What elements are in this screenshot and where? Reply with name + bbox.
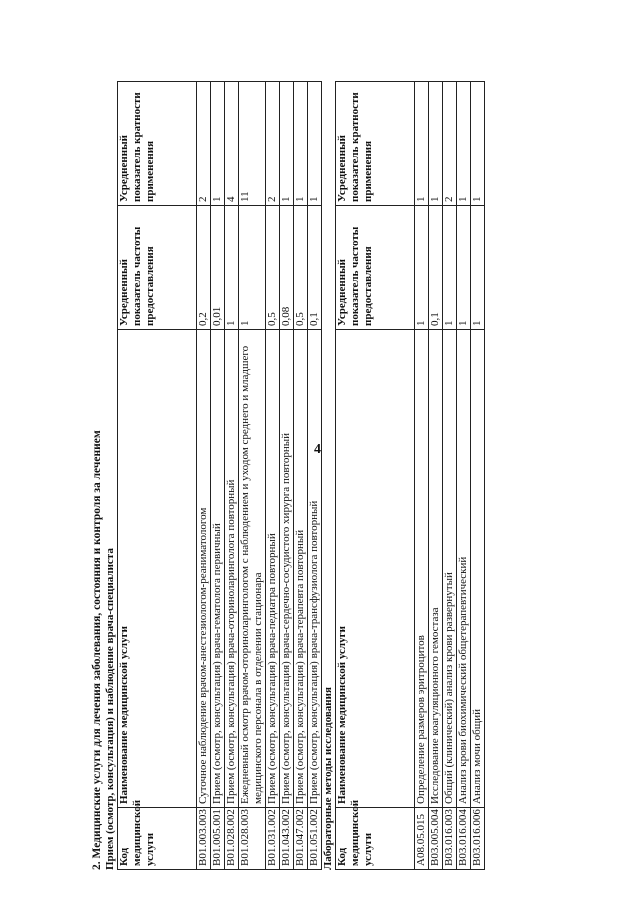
cell-multiplicity: 1: [471, 82, 485, 206]
table-header-row: [118, 82, 197, 870]
cell-name: Анализ мочи общий: [471, 330, 485, 808]
cell-name: Исследование коагуляционного гемостаза: [429, 330, 443, 808]
cell-name: Общий (клинический) анализ крови развернутый: [443, 330, 457, 808]
cell-code: B01.047.002: [294, 808, 308, 870]
cell-code: B01.043.002: [280, 808, 294, 870]
cell-code: A08.05.015: [415, 808, 429, 870]
cell-multiplicity: 1: [211, 82, 225, 206]
cell-name: Прием (осмотр, консультация) врача-гематолога первичный: [211, 330, 225, 808]
cell-code: B03.005.004: [429, 808, 443, 870]
table-row: [308, 82, 322, 870]
header-frequency: Усредненный показатель частоты предоставления: [118, 206, 197, 330]
cell-frequency: 1: [471, 206, 485, 330]
cell-frequency: 0,5: [266, 206, 280, 330]
header-name: Наименование медицинской услуги: [336, 330, 415, 808]
cell-code: B01.051.002: [308, 808, 322, 870]
cell-multiplicity: 1: [457, 82, 471, 206]
header-multiplicity: Усредненный показатель кратности применения: [336, 82, 415, 206]
cell-name: Прием (осмотр, консультация) врача-сердечно-сосудистого хирурга повторный: [280, 330, 294, 808]
table-row: [457, 82, 471, 870]
rotated-page-content: [90, 70, 510, 870]
cell-frequency: 1: [415, 206, 429, 330]
cell-multiplicity: 1: [429, 82, 443, 206]
cell-code: B03.016.003: [443, 808, 457, 870]
table-row: [239, 82, 266, 870]
table-row: [266, 82, 280, 870]
lab-methods-table: [335, 81, 485, 870]
cell-multiplicity: 1: [294, 82, 308, 206]
section-title-lab-methods: Лабораторные методы исследования: [322, 687, 334, 870]
landscape-content: [90, 70, 510, 870]
cell-frequency: 1: [457, 206, 471, 330]
table-header-row: [336, 82, 415, 870]
cell-multiplicity: 1: [280, 82, 294, 206]
cell-frequency: 1: [225, 206, 239, 330]
cell-code: B01.028.002: [225, 808, 239, 870]
cell-frequency: 0,01: [211, 206, 225, 330]
table-row: [443, 82, 457, 870]
cell-code: B03.016.004: [457, 808, 471, 870]
table-row: [280, 82, 294, 870]
cell-code: B01.028.003: [239, 808, 266, 870]
cell-multiplicity: 4: [225, 82, 239, 206]
cell-frequency: 0,1: [429, 206, 443, 330]
cell-multiplicity: 2: [266, 82, 280, 206]
cell-name: Прием (осмотр, консультация) врача-терапевта повторный: [294, 330, 308, 808]
section-title-consultations: Прием (осмотр, консультация) и наблюдение врача-специалиста: [104, 548, 116, 870]
table-row: [225, 82, 239, 870]
cell-frequency: 0,2: [197, 206, 211, 330]
table-row: [415, 82, 429, 870]
cell-frequency: 0,5: [294, 206, 308, 330]
header-code: Код медицинской услуги: [118, 808, 197, 870]
cell-name: Определение размеров эритроцитов: [415, 330, 429, 808]
cell-name: Прием (осмотр, консультация) врача-педиатра повторный: [266, 330, 280, 808]
table-row: [294, 82, 308, 870]
cell-frequency: 0,1: [308, 206, 322, 330]
table-row: [429, 82, 443, 870]
cell-multiplicity: 11: [239, 82, 266, 206]
cell-name: Прием (осмотр, консультация) врача-оториноларинголога повторный: [225, 330, 239, 808]
cell-frequency: 0,08: [280, 206, 294, 330]
cell-multiplicity: 2: [197, 82, 211, 206]
cell-multiplicity: 1: [415, 82, 429, 206]
cell-frequency: 1: [239, 206, 266, 330]
consultations-table: [117, 81, 322, 870]
cell-name: Анализ крови биохимический общетерапевтический: [457, 330, 471, 808]
cell-name: Суточное наблюдение врачом-анестезиологом-реаниматологом: [197, 330, 211, 808]
document-title: 2. Медицинские услуги для лечения заболевания, состояния и контроля за лечением: [91, 430, 103, 870]
cell-multiplicity: 1: [308, 82, 322, 206]
table-row: [211, 82, 225, 870]
cell-frequency: 1: [443, 206, 457, 330]
header-multiplicity: Усредненный показатель кратности применения: [118, 82, 197, 206]
consultations-table-body: [197, 82, 322, 870]
header-frequency: Усредненный показатель частоты предоставления: [336, 206, 415, 330]
header-name: Наименование медицинской услуги: [118, 330, 197, 808]
header-code: Код медицинской услуги: [336, 808, 415, 870]
table-row: [471, 82, 485, 870]
cell-code: B03.016.006: [471, 808, 485, 870]
cell-code: B01.031.002: [266, 808, 280, 870]
cell-code: B01.005.001: [211, 808, 225, 870]
cell-name: Ежедневный осмотр врачом-оториноларингологом с наблюдением и уходом среднего и младшего медицинского персонала в отделении стационара: [239, 330, 266, 808]
page-number: 4: [314, 442, 321, 457]
cell-multiplicity: 2: [443, 82, 457, 206]
cell-code: B01.003.003: [197, 808, 211, 870]
table-row: [197, 82, 211, 870]
lab-methods-table-body: [415, 82, 485, 870]
cell-name: Прием (осмотр, консультация) врача-трансфузиолога повторный: [308, 330, 322, 808]
